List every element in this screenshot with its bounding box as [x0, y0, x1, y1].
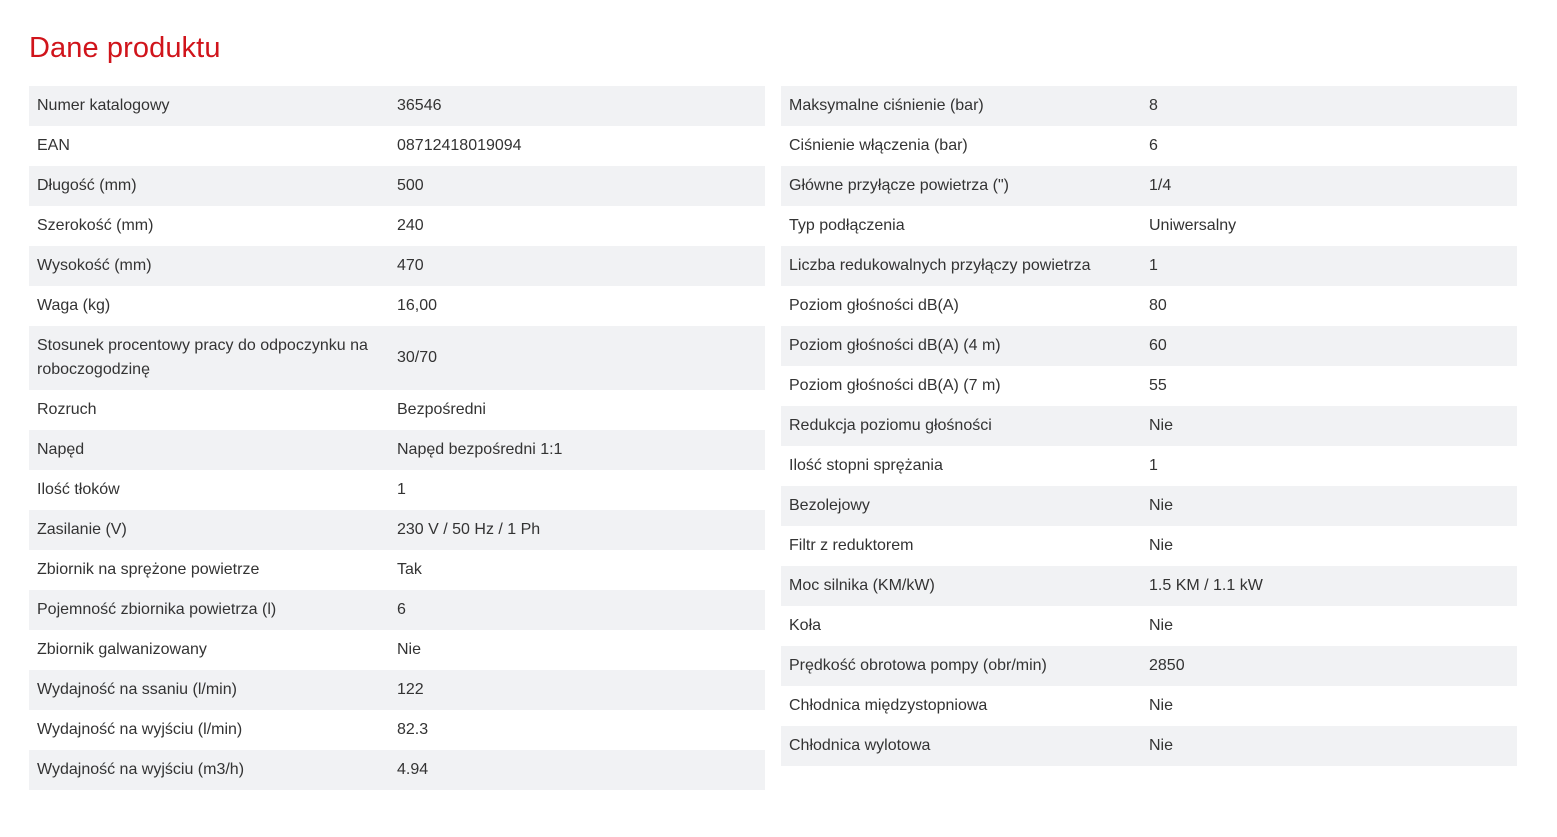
- spec-label: Wydajność na wyjściu (l/min): [37, 721, 243, 738]
- spec-label: Koła: [789, 617, 822, 634]
- spec-label: Moc silnika (KM/kW): [789, 577, 935, 594]
- spec-label: Zasilanie (V): [37, 521, 127, 538]
- table-row: [781, 246, 1517, 286]
- spec-value: 8: [1149, 97, 1158, 114]
- spec-value: 4.94: [397, 761, 429, 778]
- spec-label: Wydajność na ssaniu (l/min): [37, 681, 237, 698]
- spec-label: Zbiornik na sprężone powietrze: [37, 561, 260, 578]
- table-row: [781, 286, 1517, 326]
- spec-value: 1: [397, 481, 406, 498]
- spec-value: 60: [1149, 337, 1167, 354]
- spec-value: Nie: [1149, 737, 1174, 754]
- spec-label: Chłodnica wylotowa: [789, 737, 931, 754]
- table-row: [29, 206, 765, 246]
- spec-label: Wydajność na wyjściu (m3/h): [37, 761, 245, 778]
- spec-label: Poziom głośności dB(A) (4 m): [789, 337, 1001, 354]
- spec-value: 500: [397, 177, 424, 194]
- table-row: [29, 510, 765, 550]
- spec-label: Stosunek procentowy pracy do odpoczynku na roboczogodzinę: [37, 337, 368, 378]
- spec-table-right: [781, 86, 1517, 766]
- table-row: [781, 406, 1517, 446]
- spec-label: Wysokość (mm): [37, 257, 152, 274]
- spec-label: Maksymalne ciśnienie (bar): [789, 97, 984, 114]
- page-title: Dane produktu: [29, 32, 221, 64]
- spec-label: Typ podłączenia: [789, 217, 905, 234]
- spec-value: Bezpośredni: [397, 401, 486, 418]
- spec-value: Nie: [1149, 417, 1174, 434]
- spec-value: 230 V / 50 Hz / 1 Ph: [397, 521, 541, 538]
- table-row: [781, 86, 1517, 126]
- spec-value: 6: [1149, 137, 1158, 154]
- spec-label: Pojemność zbiornika powietrza (l): [37, 601, 277, 618]
- table-row: [29, 470, 765, 510]
- spec-value: 1/4: [1149, 177, 1172, 194]
- table-row: [29, 750, 765, 790]
- spec-value: 240: [397, 217, 424, 234]
- spec-value: 82.3: [397, 721, 429, 738]
- spec-label: Zbiornik galwanizowany: [37, 641, 207, 658]
- spec-value: 1: [1149, 457, 1158, 474]
- spec-value: Nie: [1149, 537, 1174, 554]
- spec-label: Napęd: [37, 441, 85, 458]
- table-row: [29, 246, 765, 286]
- spec-value: Nie: [1149, 617, 1174, 634]
- spec-value: 6: [397, 601, 406, 618]
- spec-value: 122: [397, 681, 424, 698]
- spec-value: Napęd bezpośredni 1:1: [397, 441, 563, 458]
- table-row: [781, 486, 1517, 526]
- spec-label: Poziom głośności dB(A) (7 m): [789, 377, 1001, 394]
- table-row: [29, 550, 765, 590]
- spec-value: Uniwersalny: [1149, 217, 1237, 234]
- table-row: [781, 166, 1517, 206]
- spec-value: Tak: [397, 561, 422, 578]
- table-row: [29, 430, 765, 470]
- spec-label: Redukcja poziomu głośności: [789, 417, 992, 434]
- spec-value: Nie: [1149, 697, 1174, 714]
- table-row: [29, 326, 765, 390]
- spec-label: Ilość tłoków: [37, 481, 120, 498]
- table-row: [29, 166, 765, 206]
- table-row: [29, 630, 765, 670]
- spec-label: Ciśnienie włączenia (bar): [789, 137, 968, 154]
- spec-value: 1.5 KM / 1.1 kW: [1149, 577, 1263, 594]
- spec-label: Rozruch: [37, 401, 97, 418]
- spec-value: 470: [397, 257, 424, 274]
- spec-label: Długość (mm): [37, 177, 137, 194]
- table-row: [29, 710, 765, 750]
- spec-value: 08712418019094: [397, 137, 522, 154]
- table-row: [29, 126, 765, 166]
- spec-label: Bezolejowy: [789, 497, 870, 514]
- spec-value: 16,00: [397, 297, 438, 314]
- spec-label: Waga (kg): [37, 297, 111, 314]
- spec-label: Liczba redukowalnych przyłączy powietrza: [789, 257, 1091, 274]
- spec-label: Główne przyłącze powietrza ("): [789, 177, 1009, 194]
- table-row: [29, 390, 765, 430]
- table-row: [29, 86, 765, 126]
- spec-value: 80: [1149, 297, 1167, 314]
- table-row: [781, 526, 1517, 566]
- spec-label: Ilość stopni sprężania: [789, 457, 943, 474]
- table-row: [781, 326, 1517, 366]
- spec-label: Chłodnica międzystopniowa: [789, 697, 988, 714]
- spec-value: 1: [1149, 257, 1158, 274]
- table-row: [781, 206, 1517, 246]
- table-row: [781, 366, 1517, 406]
- spec-label: EAN: [37, 137, 70, 154]
- table-row: [29, 670, 765, 710]
- spec-value: 2850: [1149, 657, 1185, 674]
- table-row: [29, 286, 765, 326]
- spec-value: 30/70: [397, 349, 438, 366]
- table-row: [781, 686, 1517, 726]
- spec-table-left: [29, 86, 765, 790]
- spec-label: Poziom głośności dB(A): [789, 297, 959, 314]
- table-row: [781, 446, 1517, 486]
- spec-label: Numer katalogowy: [37, 97, 170, 114]
- spec-label: Filtr z reduktorem: [789, 537, 914, 554]
- table-row: [29, 590, 765, 630]
- spec-value: Nie: [1149, 497, 1174, 514]
- table-row: [781, 606, 1517, 646]
- table-row: [781, 646, 1517, 686]
- spec-value: 36546: [397, 97, 442, 114]
- spec-value: Nie: [397, 641, 422, 658]
- table-row: [781, 726, 1517, 766]
- spec-label: Szerokość (mm): [37, 217, 154, 234]
- spec-label: Prędkość obrotowa pompy (obr/min): [789, 657, 1047, 674]
- table-row: [781, 126, 1517, 166]
- table-row: [781, 566, 1517, 606]
- spec-value: 55: [1149, 377, 1167, 394]
